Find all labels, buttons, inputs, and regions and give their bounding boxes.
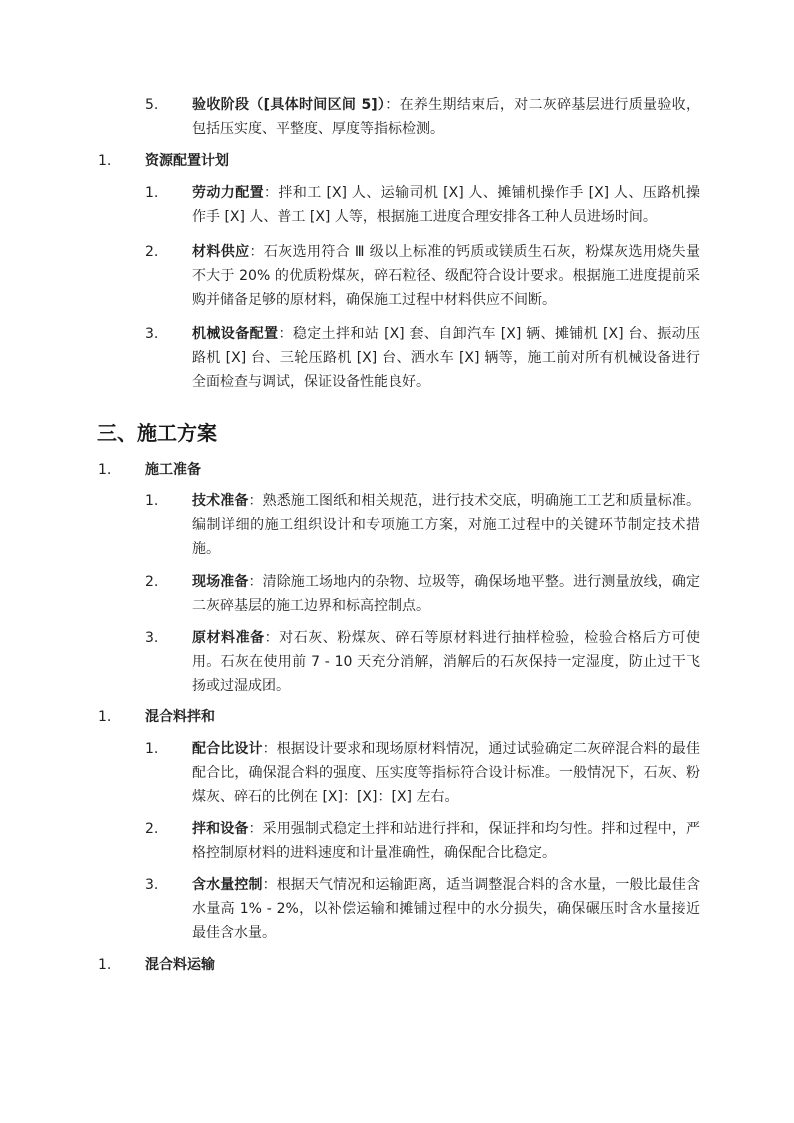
item-body: ：在养生期结束后，对二灰碎基层进行质量验收，包括压实度、平整度、厚度等指标检测。 bbox=[192, 97, 701, 137]
item-title: 原材料准备 bbox=[192, 630, 265, 646]
list-text bbox=[192, 489, 700, 561]
item-title: 配合比设计 bbox=[192, 741, 263, 757]
item-body: ：对石灰、粉煤灰、碎石等原材料进行抽样检验，检验合格后方可使用。石灰在使用前 7 - 10 天充分消解，消解后的石灰保持一定湿度，防止过干飞扬或过湿成团。 bbox=[192, 630, 701, 694]
list-text bbox=[192, 737, 700, 809]
item-body: ：稳定土拌和站 [X] 套、自卸汽车 [X] 辆、摊铺机 [X] 台、振动压路机 [X] 台、三轮压路机 [X] 台、洒水车 [X] 辆等，施工前对所有机械设备进行全面检查与调试，保证设备性能良好。 bbox=[192, 326, 701, 390]
section-heading: 混合料运输 bbox=[145, 957, 215, 973]
item-title: 劳动力配置 bbox=[192, 185, 265, 201]
list-number: 1. bbox=[145, 493, 159, 509]
item-title: 机械设备配置 bbox=[192, 326, 279, 342]
item-body: ：熟悉施工图纸和相关规范，进行技术交底，明确施工工艺和质量标准。编制详细的施工组织设计和专项施工方案，对施工过程中的关键环节制定技术措施。 bbox=[192, 493, 701, 557]
list-number: 1. bbox=[98, 153, 112, 169]
list-number: 1. bbox=[98, 709, 112, 725]
list-number: 3. bbox=[145, 326, 159, 342]
list-text bbox=[192, 817, 700, 865]
item-body: ：拌和工 [X] 人、运输司机 [X] 人、摊铺机操作手 [X] 人、压路机操作手 [X] 人、普工 [X] 人等，根据施工进度合理安排各工种人员进场时间。 bbox=[192, 185, 701, 225]
item-body: ：石灰选用符合 Ⅲ 级以上标准的钙质或镁质生石灰，粉煤灰选用烧失量不大于 20% 的优质粉煤灰，碎石粒径、级配符合设计要求。根据施工进度提前采购并储备足够的原材料，确保施工过程中材料供应不间断。 bbox=[192, 244, 700, 308]
item-title: 技术准备 bbox=[192, 493, 249, 509]
item-body: ：根据设计要求和现场原材料情况，通过试验确定二灰碎混合料的最佳配合比，确保混合料的强度、压实度等指标符合设计标准。一般情况下，石灰、粉煤灰、碎石的比例在 [X]：[X]：[X] 左右。 bbox=[192, 741, 701, 805]
list-number: 2. bbox=[145, 574, 159, 590]
list-number: 3. bbox=[145, 630, 159, 646]
list-number: 5. bbox=[145, 97, 159, 113]
list-text bbox=[192, 240, 700, 312]
list-number: 2. bbox=[145, 821, 159, 837]
chapter-heading: 三、施工方案 bbox=[97, 421, 217, 445]
item-title: 验收阶段（[具体时间区间 5]） bbox=[192, 97, 386, 113]
list-text bbox=[192, 626, 700, 698]
section-heading: 混合料拌和 bbox=[145, 709, 215, 725]
list-text bbox=[192, 570, 700, 618]
list-number: 1. bbox=[145, 185, 159, 201]
list-text bbox=[192, 873, 700, 945]
list-text bbox=[192, 93, 700, 141]
item-title: 含水量控制 bbox=[192, 877, 263, 893]
section-heading: 资源配置计划 bbox=[145, 153, 229, 169]
section-heading: 施工准备 bbox=[145, 462, 201, 478]
item-body: ：根据天气情况和运输距离，适当调整混合料的含水量，一般比最佳含水量高 1% - 2%，以补偿运输和摊铺过程中的水分损失，确保碾压时含水量接近最佳含水量。 bbox=[192, 877, 701, 941]
list-number: 3. bbox=[145, 877, 159, 893]
list-number: 2. bbox=[145, 244, 159, 260]
list-text bbox=[192, 322, 700, 394]
list-number: 1. bbox=[98, 462, 112, 478]
list-text bbox=[192, 181, 700, 229]
list-number: 1. bbox=[98, 957, 112, 973]
item-title: 材料供应 bbox=[192, 244, 250, 260]
list-number: 1. bbox=[145, 741, 159, 757]
item-body: ：清除施工场地内的杂物、垃圾等，确保场地平整。进行测量放线，确定二灰碎基层的施工边界和标高控制点。 bbox=[192, 574, 701, 614]
item-body: ：采用强制式稳定土拌和站进行拌和，保证拌和均匀性。拌和过程中，严格控制原材料的进料速度和计量准确性，确保配合比稳定。 bbox=[192, 821, 701, 861]
item-title: 现场准备 bbox=[192, 574, 249, 590]
item-title: 拌和设备 bbox=[192, 821, 249, 837]
